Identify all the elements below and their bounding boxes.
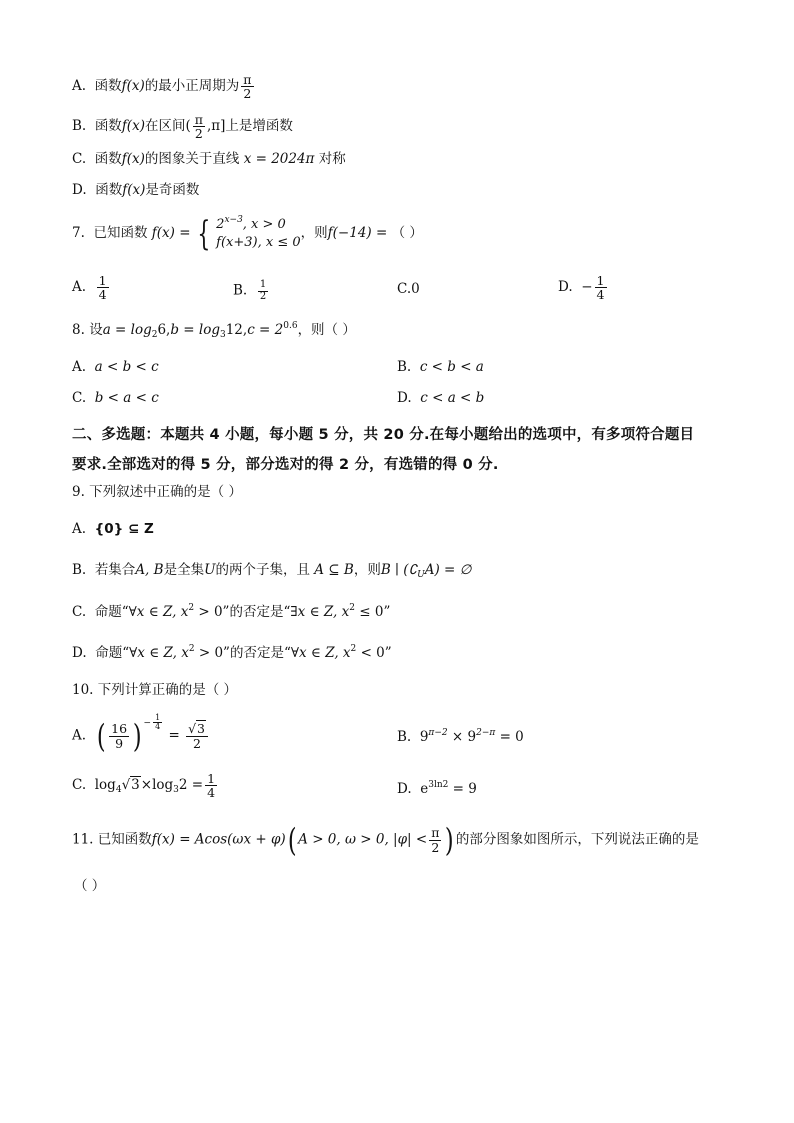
q9-stem: 9. 下列叙述中正确的是（ ）: [72, 484, 242, 500]
q10-option-b: B. $9^{\pi-2} \times 9^{2-\pi} = 0$: [397, 728, 524, 745]
q7-option-b: B. $\frac{1}{2}$: [233, 279, 267, 302]
q9-option-a: A. {0} ⊆ Z: [72, 521, 154, 537]
q6-option-b: B. 函数f(x)在区间( $\frac{\pi}{2}$ ,π]上是增函数: [72, 112, 293, 142]
q8-option-a: A. a < b < c: [72, 359, 159, 375]
q10-option-a: A. ( $\frac{16}{9}$ ) − $\frac{1}{4}$ = $\frac{√3}{2}$: [72, 720, 210, 752]
q8-option-c: C. b < a < c: [72, 390, 159, 406]
q8-option-d: D. c < a < b: [397, 390, 485, 406]
q7-stem: 7. 已知函数 f(x) = { $2^{x-3}$, x > 0 f(x+3), x ≤ 0，则f(−14) = （ ）: [72, 213, 423, 254]
q7-option-d: D. − $\frac{1}{4}$: [558, 273, 605, 303]
piecewise-brace: {: [196, 213, 210, 254]
q7-option-c: C.0: [397, 281, 420, 297]
q10-option-d: D. $e^{3ln2} = 9$: [397, 780, 477, 797]
q8-option-b: B. c < b < a: [397, 359, 484, 375]
q8-stem: 8. 设$a = \log_26,b = \log_312,c = 2^{0.6}$，则（ ）: [72, 321, 356, 340]
q9-option-c: C. 命题“∀x ∈ Z, $x^2 > 0$”的否定是“∃x ∈ Z, $x^2 \le 0$”: [72, 603, 391, 620]
q10-option-c: C. $\log_4√3\times\log_32$ = $\frac{1}{4}$: [72, 771, 216, 801]
q7-option-a: A. $\frac{1}{4}$: [72, 273, 107, 303]
q6-option-d: D. 函数f(x)是奇函数: [72, 182, 200, 198]
q6-option-c: C. 函数f(x)的图象关于直线 x = 2024π 对称: [72, 151, 346, 167]
q9-option-b: B. 若集合A, B是全集U的两个子集，且 A ⊆ B，则B ∣ $(∁_UA)$ = ∅: [72, 562, 472, 580]
q9-option-d: D. 命题“∀x ∈ Z, $x^2 > 0$”的否定是“∀x ∈ Z, $x^2 < 0$”: [72, 644, 392, 661]
q11-stem: 11. 已知函数f(x) = Acos(ωx + φ)( A > 0, ω > 0, |φ| < $\frac{\pi}{2}$ ) 的部分图象如图所示，下列说法正确的是: [72, 821, 699, 859]
q10-stem: 10. 下列计算正确的是（ ）: [72, 682, 238, 698]
section2-heading-line1: 二、多选题：本题共 4 小题，每小题 5 分，共 20 分.在每小题给出的选项中，有多项符合题目: [72, 427, 695, 443]
section2-heading-line2: 要求.全部选对的得 5 分，部分选对的得 2 分，有选错的得 0 分.: [72, 457, 499, 473]
q11-answer-paren: （ ）: [74, 878, 106, 894]
q6-option-a: A. 函数f(x)的最小正周期为 $\frac{\pi}{2}$: [72, 72, 252, 102]
